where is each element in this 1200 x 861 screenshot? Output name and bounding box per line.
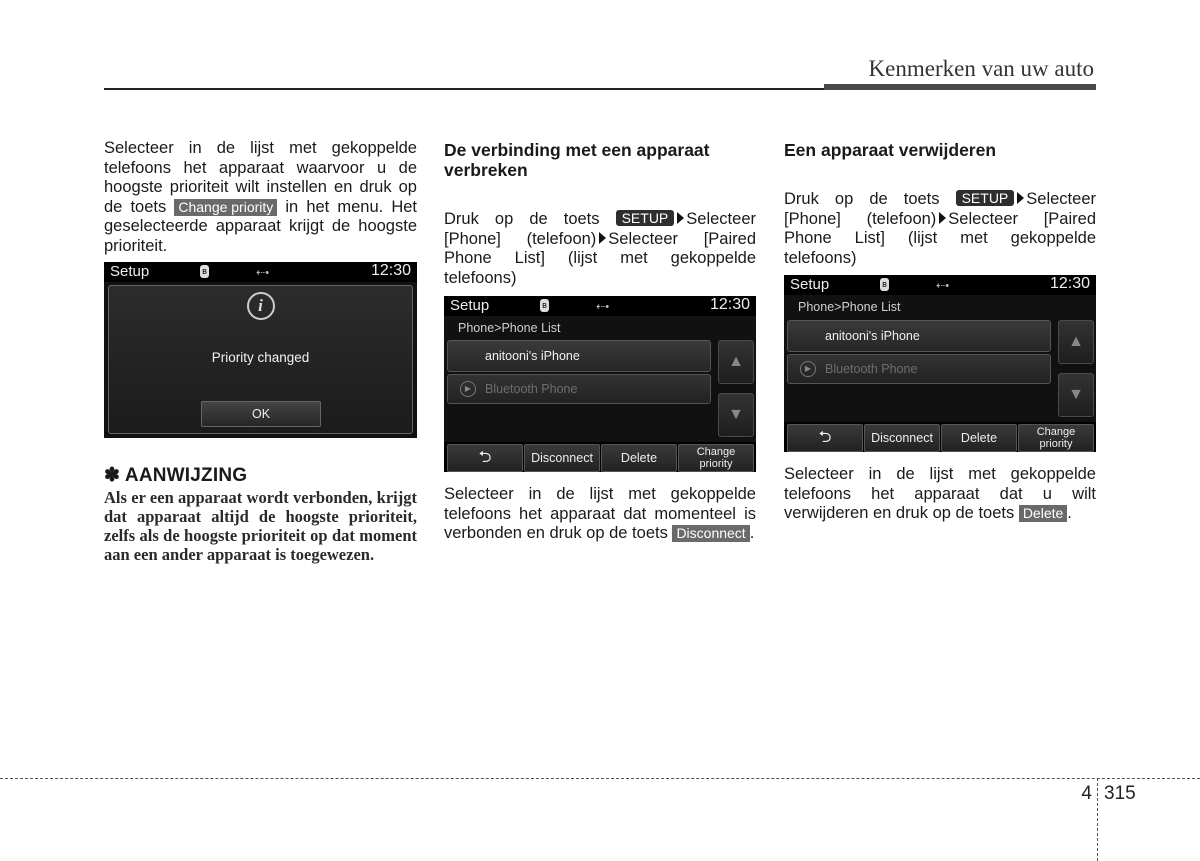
back-arrow-icon: ⮌	[478, 449, 492, 466]
arrow-down-icon: ▼	[1068, 386, 1084, 403]
screen-clock: 12:30	[1049, 275, 1090, 292]
col3-period: .	[1067, 504, 1072, 522]
bluetooth-icon: ʙ	[880, 278, 889, 291]
screen-phone-list-disconnect	[444, 296, 756, 472]
usb-icon: ⇠•	[596, 301, 610, 313]
setup-key: SETUP	[616, 210, 675, 226]
header-rule-accent	[824, 84, 1096, 90]
bluetooth-icon: ʙ	[540, 299, 549, 312]
list-item-label: Bluetooth Phone	[485, 382, 578, 396]
change-priority-label-line1: Change	[696, 446, 736, 458]
scroll-up-button[interactable]	[718, 340, 754, 384]
col2-result-text: Selecteer in de lijst met gekoppelde telefoons het apparaat dat momenteel is verbonden en druk op de toets	[444, 485, 756, 542]
arrow-up-icon: ▲	[728, 353, 744, 370]
col2-period: .	[749, 524, 755, 542]
arrow-right-icon	[677, 212, 684, 224]
list-item-bluetooth-phone[interactable]	[447, 374, 711, 404]
arrow-down-icon: ▼	[728, 406, 744, 423]
scroll-down-button[interactable]	[718, 393, 754, 437]
play-icon: ▶	[460, 381, 476, 397]
screen-status-bar	[784, 275, 1096, 295]
screen-title: Setup	[450, 297, 490, 314]
arrow-up-icon: ▲	[1068, 333, 1084, 350]
screen-status-bar	[444, 296, 756, 316]
delete-label: Delete	[620, 451, 658, 465]
disconnect-button[interactable]	[524, 444, 600, 472]
arrow-right-icon	[599, 232, 606, 244]
disconnect-button[interactable]	[864, 424, 940, 452]
note-body: Als er een apparaat wordt verbonden, krijgt dat apparaat altijd de hoogste prioriteit, zelfs als de hoogste prioriteit op dat moment aan een ander apparaat is toegewezen.	[104, 488, 417, 564]
screen-clock: 12:30	[370, 262, 411, 279]
setup-key: SETUP	[956, 190, 1015, 206]
soft-button-bar	[444, 442, 756, 472]
col3-result-text: Selecteer in de lijst met gekoppelde telefoons het apparaat dat u wilt verwijderen en druk op de toets	[784, 465, 1096, 522]
list-item-label: Bluetooth Phone	[825, 362, 918, 376]
list-item-bluetooth-phone[interactable]	[787, 354, 1051, 384]
col2-heading: De verbinding met een apparaat verbreken	[444, 140, 710, 180]
change-priority-label-line1: Change	[1036, 426, 1076, 438]
change-priority-key: Change priority	[174, 199, 277, 216]
list-item-iphone[interactable]	[447, 340, 711, 372]
arrow-right-icon	[1017, 192, 1024, 204]
bluetooth-icon: ʙ	[200, 265, 209, 278]
play-icon: ▶	[800, 361, 816, 377]
col2-step-c: Selecteer [Paired Phone List] (lijst met gekoppelde telefoons)	[444, 229, 756, 287]
popup-dialog	[108, 285, 413, 434]
col2-steps	[444, 210, 756, 288]
col2-step-a: Druk op de toets	[444, 210, 600, 228]
col1-intro-text-a: Selecteer in de lijst met gekoppelde telefoons het apparaat waarvoor u de hoogste prioriteit wilt instellen en druk op de toets	[104, 139, 417, 216]
breadcrumb: Phone>Phone List	[458, 321, 561, 335]
delete-label: Delete	[960, 431, 998, 445]
screen-priority-changed	[104, 262, 417, 438]
back-button[interactable]	[447, 444, 523, 472]
disconnect-label: Disconnect	[531, 451, 593, 465]
screen-clock: 12:30	[709, 296, 750, 313]
disconnect-label: Disconnect	[871, 431, 933, 445]
info-icon: i	[247, 292, 275, 320]
col2-step-b: Selecteer [Phone] (telefoon)	[444, 210, 756, 248]
usb-icon: ⇠•	[256, 267, 270, 279]
usb-icon: ⇠•	[936, 280, 950, 292]
arrow-right-icon	[939, 212, 946, 224]
change-priority-label-line2: priority	[1039, 438, 1073, 450]
change-priority-label	[679, 446, 753, 470]
col3-step-c: Selecteer [Paired Phone List] (lijst met gekoppelde telefoons)	[784, 209, 1096, 267]
back-arrow-icon: ⮌	[818, 429, 832, 446]
disconnect-key: Disconnect	[672, 525, 749, 542]
col3-steps	[784, 190, 1096, 268]
change-priority-label	[1019, 426, 1093, 450]
list-item-iphone[interactable]	[787, 320, 1051, 352]
screen-title: Setup	[790, 276, 830, 293]
col3-step-a: Druk op de toets	[784, 190, 940, 208]
scroll-down-button[interactable]	[1058, 373, 1094, 417]
ok-button[interactable]: OK	[201, 401, 321, 427]
back-button[interactable]	[787, 424, 863, 452]
footer-divider	[1097, 778, 1098, 861]
soft-button-bar	[784, 422, 1096, 452]
change-priority-button[interactable]	[678, 444, 754, 472]
col3-step-b: Selecteer [Phone] (telefoon)	[784, 190, 1096, 228]
col1-intro-paragraph	[104, 139, 417, 256]
note-heading: ✽ AANWIJZING	[104, 465, 248, 486]
delete-button[interactable]	[601, 444, 677, 472]
change-priority-label-line2: priority	[699, 458, 733, 470]
footer-rule	[0, 778, 1200, 779]
breadcrumb: Phone>Phone List	[798, 300, 901, 314]
change-priority-button[interactable]	[1018, 424, 1094, 452]
page-number: 315	[1104, 783, 1136, 804]
chapter-number: 4	[1081, 783, 1092, 804]
scroll-up-button[interactable]	[1058, 320, 1094, 364]
list-item-label: anitooni's iPhone	[485, 349, 580, 363]
delete-button[interactable]	[941, 424, 1017, 452]
col2-result-paragraph	[444, 485, 756, 544]
list-item-label: anitooni's iPhone	[825, 329, 920, 343]
col1-intro-text-b: in het menu. Het geselecteerde apparaat krijgt de hoogste prioriteit.	[104, 197, 417, 255]
popup-message: Priority changed	[211, 350, 310, 365]
screen-status-bar	[104, 262, 417, 282]
screen-phone-list-delete	[784, 275, 1096, 452]
screen-title: Setup	[110, 263, 150, 280]
section-title: Kenmerken van uw auto	[868, 56, 1094, 81]
delete-key: Delete	[1019, 505, 1067, 522]
col3-heading: Een apparaat verwijderen	[784, 140, 997, 160]
col3-result-paragraph	[784, 465, 1096, 524]
